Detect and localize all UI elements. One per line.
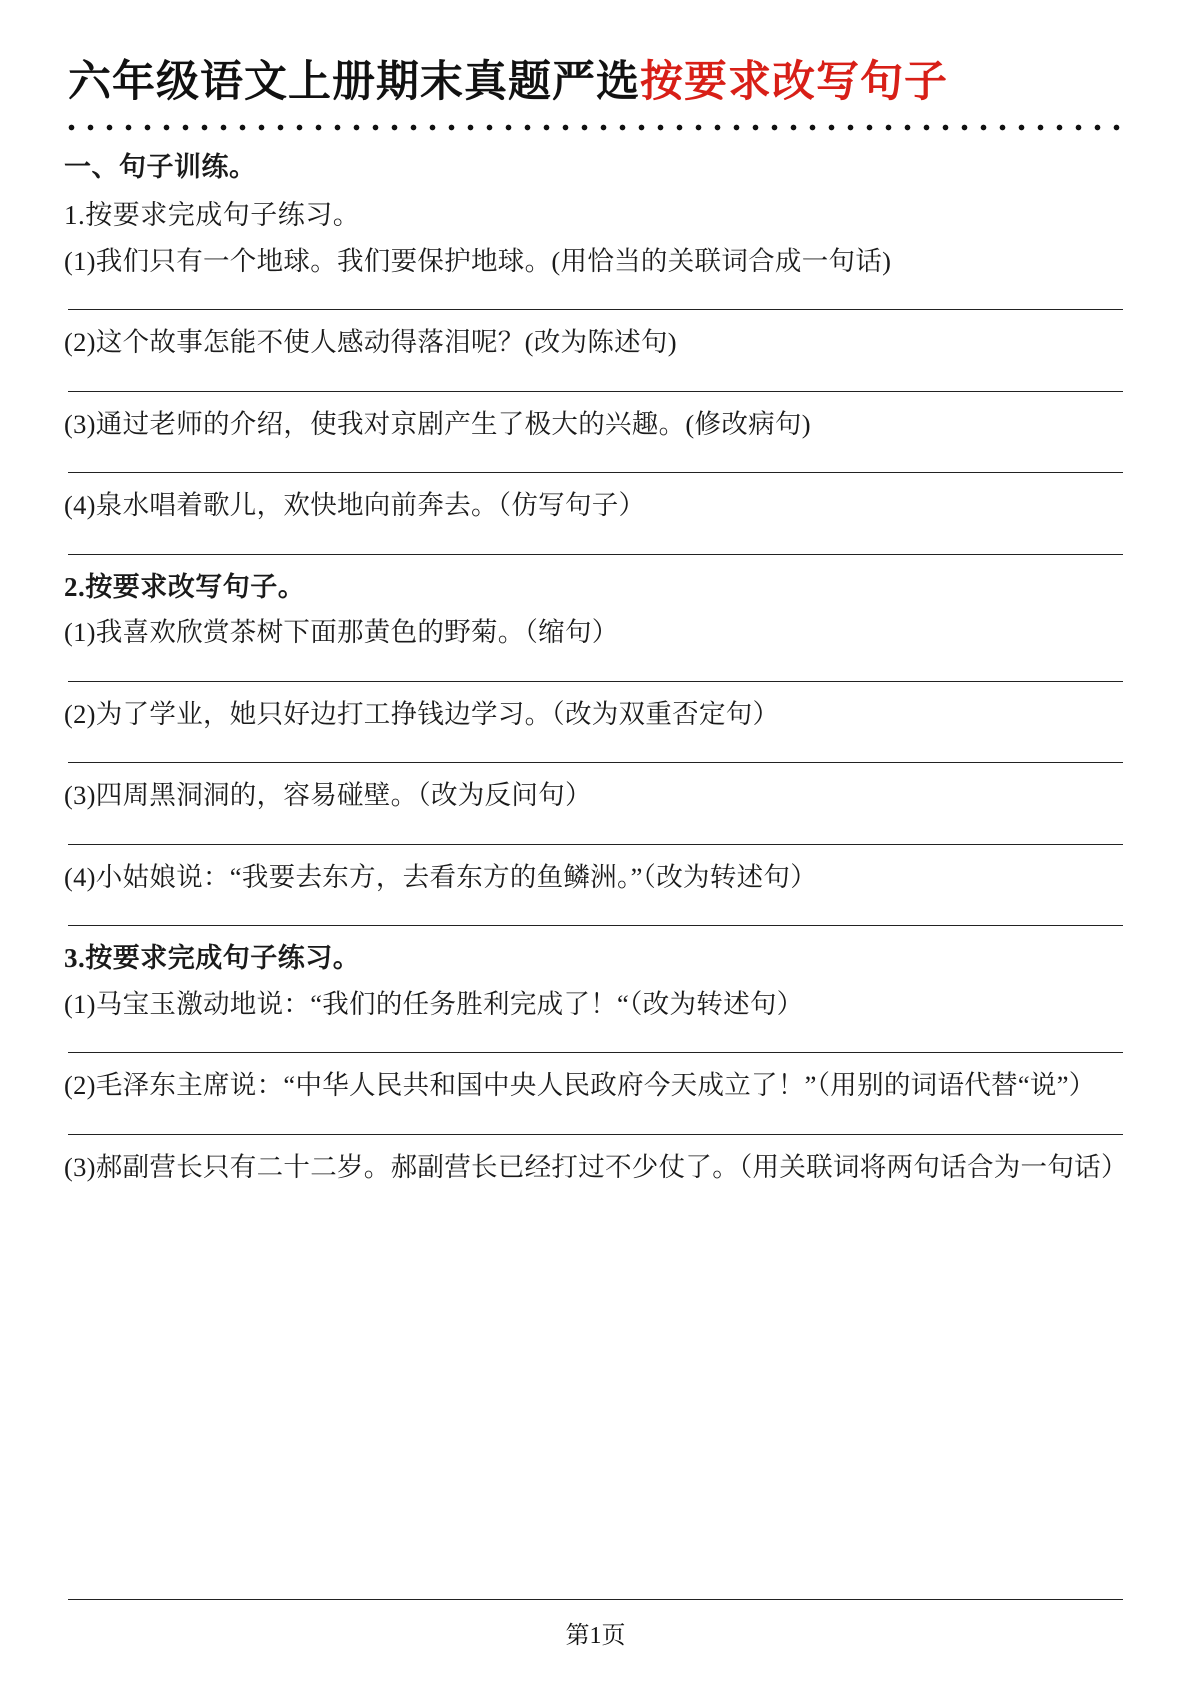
question-item <box>64 614 1129 651</box>
question-item-text: (1)我喜欢欣赏茶树下面那黄色的野菊。（缩句） <box>64 617 619 647</box>
section-heading: 一、句子训练。 <box>64 152 257 182</box>
answer-line[interactable] <box>68 309 1123 310</box>
question-group-heading <box>64 940 1129 977</box>
answer-line[interactable] <box>68 554 1123 555</box>
question-group-number: 3. <box>64 943 86 974</box>
question-group-number: 1. <box>64 200 86 231</box>
question-item <box>64 859 1129 896</box>
question-group-label: 按要求完成句子练习。 <box>85 200 361 231</box>
question-item <box>64 777 1129 814</box>
page-title-red: 按要求改写句子 <box>640 59 948 106</box>
question-item-text: (1)马宝玉激动地说：“我们的任务胜利完成了！“（改为转述句） <box>64 988 804 1019</box>
question-item-text: (2)为了学业，她只好边打工挣钱边学习。（改为双重否定句） <box>64 698 780 729</box>
answer-line[interactable] <box>68 472 1123 473</box>
question-item <box>64 1149 1129 1186</box>
answer-line[interactable] <box>68 762 1123 763</box>
question-item <box>64 243 1129 280</box>
question-item <box>64 986 1129 1023</box>
answer-line[interactable] <box>68 844 1123 845</box>
question-group-heading <box>64 197 1129 234</box>
page-title-black: 六年级语文上册期末真题严选 <box>68 59 640 106</box>
answer-line[interactable] <box>68 1134 1123 1135</box>
question-item-text: (4)小姑娘说：“我要去东方，去看东方的鱼鳞洲。”（改为转述句） <box>64 861 818 892</box>
question-item-text: (3)四周黑洞洞的，容易碰壁。（改为反问句） <box>64 780 592 811</box>
question-item-text: (3)通过老师的介绍，使我对京剧产生了极大的兴趣。(修改病句) <box>64 408 811 439</box>
worksheet-content <box>62 149 1129 1185</box>
question-group-number: 2. <box>64 571 86 602</box>
title-dotted-divider <box>62 123 1129 132</box>
page-footer: 第1页 <box>565 1623 626 1649</box>
question-item-text: (2)毛泽东主席说：“中华人民共和国中央人民政府今天成立了！”（用别的词语代替“说”） <box>64 1070 1096 1101</box>
question-group-heading <box>64 569 1129 606</box>
question-item <box>64 324 1129 361</box>
question-group-label: 按要求完成句子练习。 <box>85 943 361 974</box>
footer-divider <box>68 1599 1123 1600</box>
question-item-text: (1)我们只有一个地球。我们要保护地球。(用恰当的关联词合成一句话) <box>64 245 892 276</box>
question-item-text: (3)郝副营长只有二十二岁。郝副营长已经打过不少仗了。（用关联词将两句话合为一句话） <box>64 1151 1128 1182</box>
question-item-text: (2)这个故事怎能不使人感动得落泪呢？(改为陈述句) <box>64 327 677 358</box>
question-group-label: 按要求改写句子。 <box>85 571 306 602</box>
question-item <box>64 696 1129 733</box>
question-item <box>64 487 1129 524</box>
answer-line[interactable] <box>68 1052 1123 1053</box>
answer-line[interactable] <box>68 391 1123 392</box>
page-title <box>62 48 1129 109</box>
question-item-text: (4)泉水唱着歌儿，欢快地向前奔去。（仿写句子） <box>64 490 646 521</box>
question-item <box>64 1067 1129 1104</box>
answer-line[interactable] <box>68 925 1123 926</box>
question-item <box>64 406 1129 443</box>
answer-line[interactable] <box>68 681 1123 682</box>
